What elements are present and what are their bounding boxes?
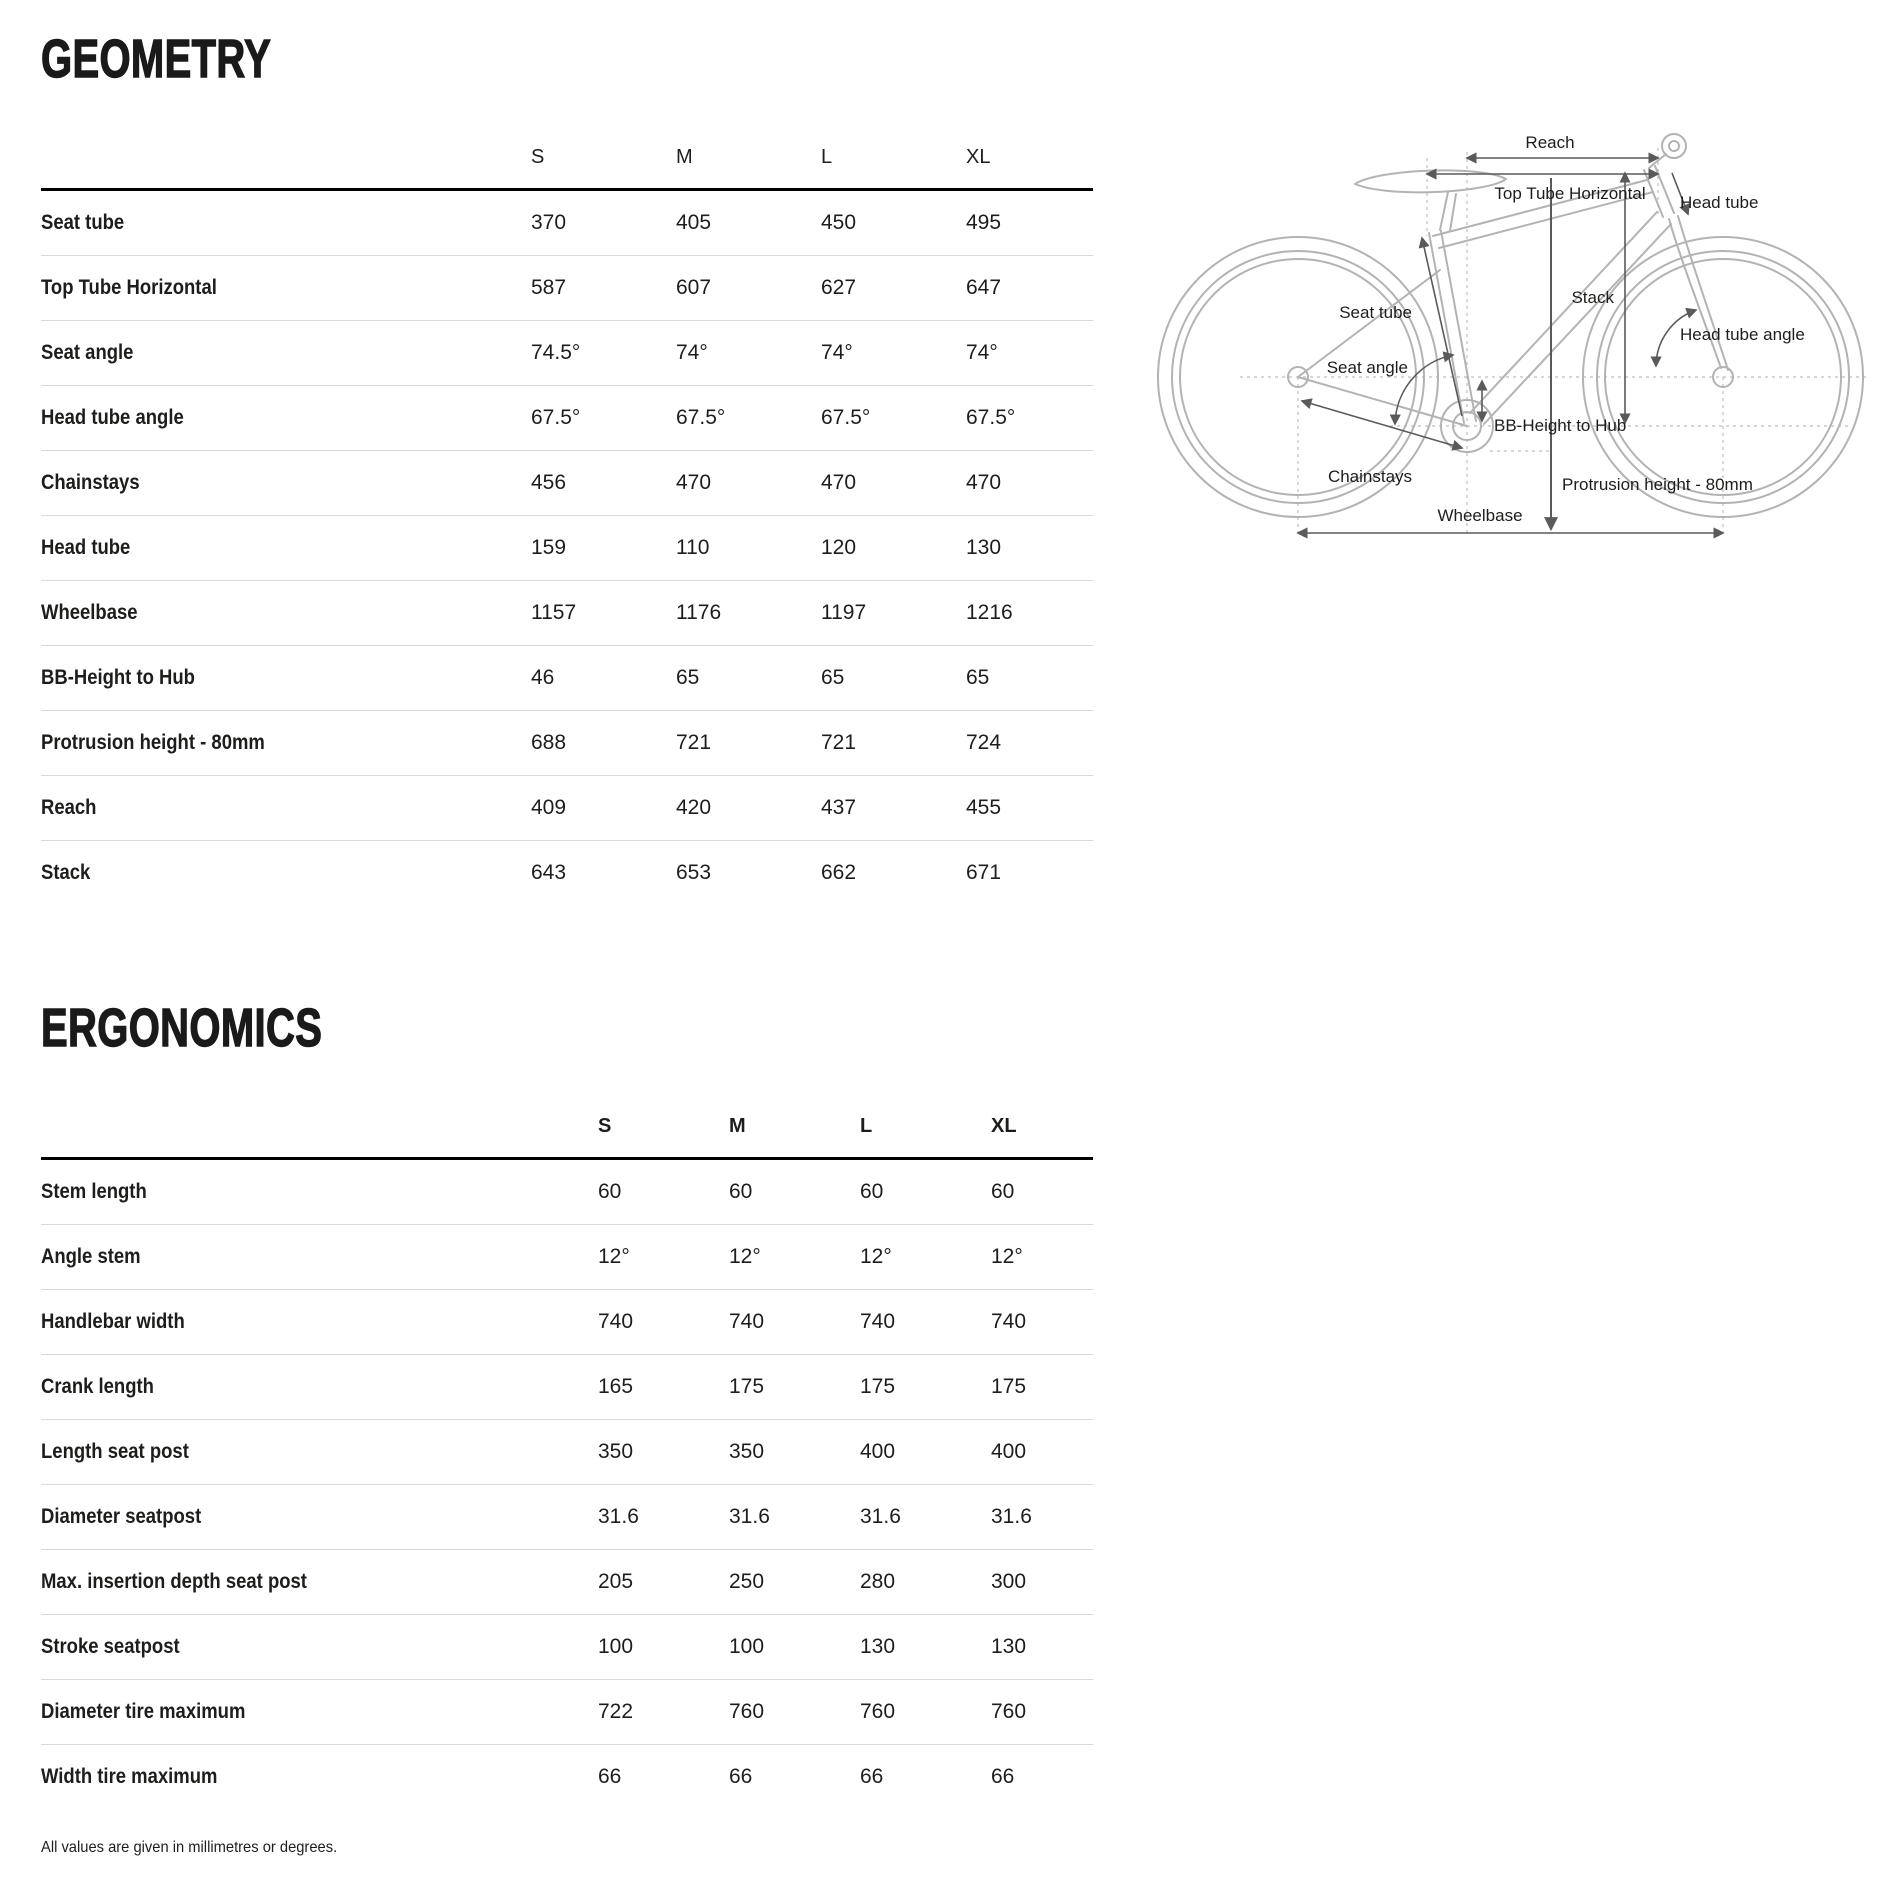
spec-value-l: 60 [860,1159,991,1225]
table-row [41,1615,1093,1680]
spec-value-xl: 60 [991,1159,1093,1225]
spec-row-label-cell [41,1745,598,1810]
spec-value-l: 31.6 [860,1485,991,1550]
diagram-label-wheelbase: Wheelbase [1437,506,1523,525]
spec-value-l: 450 [821,190,966,256]
spec-value-xl: 671 [966,861,1002,884]
spec-value-m: 420 [676,776,821,841]
empty-header-cell [41,120,531,190]
spec-value-l: 67.5° [821,386,966,451]
spec-value-xl: 65 [966,646,1093,711]
spec-value-m: 67.5° [676,386,821,451]
spec-value-s: 66 [598,1765,622,1788]
spec-row-label: Max. insertion depth seat post [41,1570,307,1593]
ergonomics-title-text: ERGONOMICS [41,998,323,1058]
empty-header-cell [41,1089,598,1159]
units-footnote [41,1839,1093,1857]
spec-row-label-cell [41,1615,598,1680]
table-row [41,451,1093,516]
table-row [41,711,1093,776]
spec-value-l: 12° [860,1225,991,1290]
table-row [41,190,1093,256]
spec-row-label: Reach [41,796,97,819]
spec-value-s: 1157 [531,581,676,646]
spec-row-label: Diameter seatpost [41,1505,202,1528]
spec-row-label-cell [41,581,531,646]
table-row [41,386,1093,451]
spec-value-l: 437 [821,776,966,841]
spec-value-m: 110 [676,516,821,581]
fork [1669,219,1721,368]
spec-value-xl: 66 [991,1765,1015,1788]
spec-value-l: 120 [821,516,966,581]
spec-row-label: Stem length [41,1180,147,1203]
spec-value-xl: 130 [991,1615,1093,1680]
table-row [41,1290,1093,1355]
size-column-header-l: L [821,120,966,190]
spec-row-label-cell [41,1290,598,1355]
spec-row-label-cell [41,1225,598,1290]
spec-row-label: Chainstays [41,471,140,494]
size-column-header-s: S [531,120,676,190]
spec-value-l: 65 [821,646,966,711]
spec-row-label: Diameter tire maximum [41,1700,246,1723]
diagram-label-chainstays: Chainstays [1327,467,1413,486]
spec-row-label-cell [41,1680,598,1745]
spec-value-m: 65 [676,646,821,711]
spec-value-s: 587 [531,256,676,321]
spec-value-l: 175 [860,1355,991,1420]
diagram-label-head-tube-angle: Head tube angle [1680,325,1805,344]
spec-value-m: 12° [729,1225,860,1290]
size-column-header-xl: XL [966,120,1093,190]
spec-row-label-cell [41,841,531,906]
table-row [41,516,1093,581]
spec-value-l: 760 [860,1680,991,1745]
units-footnote-text: All values are given in millimetres or degrees. [41,1839,338,1856]
spec-value-xl: 455 [966,776,1093,841]
table-row [41,646,1093,711]
spec-value-xl: 31.6 [991,1485,1093,1550]
geometry-title-text: GEOMETRY [41,29,272,89]
spec-value-l: 66 [860,1765,884,1788]
spec-value-l: 740 [860,1290,991,1355]
spec-value-xl: 300 [991,1550,1093,1615]
spec-value-s: 722 [598,1680,729,1745]
spec-value-l: 1197 [821,581,966,646]
table-row [41,1550,1093,1615]
size-column-header-m: M [729,1089,860,1159]
table-row [41,1745,1093,1810]
spec-row-label: Seat angle [41,341,134,364]
chainstays-dimension [1302,401,1462,448]
spec-row-label-cell [41,256,531,321]
spec-value-s: 409 [531,776,676,841]
table-row [41,1159,1093,1225]
spec-value-s: 31.6 [598,1485,729,1550]
spec-value-l: 280 [860,1550,991,1615]
spec-value-m: 653 [676,861,712,884]
spec-value-s: 100 [598,1615,729,1680]
diagram-label-seat-angle: Seat angle [1326,358,1408,377]
spec-value-s: 456 [531,451,676,516]
ergonomics-table [41,1089,1093,1809]
diagram-label-bb-height-to-hub: BB-Height to Hub [1494,416,1627,435]
spec-value-s: 46 [531,646,676,711]
spec-value-l: 721 [821,711,966,776]
spec-value-xl: 12° [991,1225,1093,1290]
spec-value-s: 67.5° [531,386,676,451]
spec-row-label-cell [41,646,531,711]
geometry-section-title [41,29,1093,89]
spec-row-label: Top Tube Horizontal [41,276,217,299]
spec-value-m: 470 [676,451,821,516]
spec-tables-column [41,0,1093,1857]
spec-value-m: 607 [676,256,821,321]
spec-value-s: 740 [598,1290,729,1355]
spec-value-s: 12° [598,1225,729,1290]
spec-row-label: Head tube angle [41,406,184,429]
spec-value-m: 350 [729,1420,860,1485]
spec-row-label-cell [41,386,531,451]
spec-value-xl: 400 [991,1420,1093,1485]
size-column-header-xl: XL [991,1089,1093,1159]
spec-row-label: Stroke seatpost [41,1635,180,1658]
ergonomics-section-title [41,998,1093,1058]
table-row [41,841,1093,906]
spec-value-s: 370 [531,190,676,256]
spec-value-l: 400 [860,1420,991,1485]
handlebar [1662,134,1686,158]
spec-row-label: BB-Height to Hub [41,666,195,689]
spec-value-xl: 760 [991,1680,1093,1745]
spec-value-xl: 67.5° [966,386,1093,451]
spec-value-l: 130 [860,1615,991,1680]
spec-row-label-cell [41,516,531,581]
spec-row-label: Protrusion height - 80mm [41,731,265,754]
spec-row-label: Stack [41,861,91,884]
spec-value-m: 740 [729,1290,860,1355]
table-row [41,776,1093,841]
spec-value-l: 470 [821,451,966,516]
spec-value-m: 175 [729,1355,860,1420]
spec-value-s: 74.5° [531,321,676,386]
size-column-header-l: L [860,1089,991,1159]
spec-value-m: 31.6 [729,1485,860,1550]
spec-value-s: 60 [598,1159,729,1225]
diagram-label-protrusion-height: Protrusion height - 80mm [1562,475,1753,494]
diagram-label-seat-tube: Seat tube [1339,303,1412,322]
spec-row-label: Length seat post [41,1440,189,1463]
spec-row-label: Width tire maximum [41,1765,218,1788]
spec-value-m: 721 [676,711,821,776]
table-row [41,321,1093,386]
spec-row-label: Seat tube [41,211,125,234]
size-column-header-m: M [676,120,821,190]
spec-value-m: 405 [676,190,821,256]
diagram-label-stack: Stack [1571,288,1614,307]
spec-row-label: Crank length [41,1375,154,1398]
ergonomics-header-row [41,1089,1093,1159]
spec-value-m: 74° [676,321,821,386]
spec-value-xl: 130 [966,516,1093,581]
spec-value-xl: 470 [966,451,1093,516]
spec-value-s: 688 [531,711,676,776]
spec-value-xl: 74° [966,321,1093,386]
spec-value-xl: 647 [966,256,1093,321]
spec-value-xl: 740 [991,1290,1093,1355]
spec-value-xl: 175 [991,1355,1093,1420]
diagram-label-reach: Reach [1525,133,1575,152]
spec-value-m: 60 [729,1159,860,1225]
table-row [41,1420,1093,1485]
spec-row-label-cell [41,776,531,841]
spec-value-s: 643 [531,861,567,884]
spec-row-label-cell [41,190,531,256]
spec-value-l: 627 [821,256,966,321]
spec-row-label-cell [41,1550,598,1615]
spec-value-l: 662 [821,861,857,884]
spec-value-s: 205 [598,1550,729,1615]
spec-row-label-cell [41,711,531,776]
diagram-label-head-tube: Head tube [1680,193,1759,212]
spec-row-label-cell [41,1420,598,1485]
spec-value-m: 1176 [676,581,821,646]
spec-row-label: Angle stem [41,1245,141,1268]
geometry-header-row [41,120,1093,190]
spec-row-label-cell [41,1355,598,1420]
spec-row-label: Head tube [41,536,131,559]
table-row [41,581,1093,646]
spec-value-m: 66 [729,1765,753,1788]
spec-row-label-cell [41,1159,598,1225]
spec-value-s: 159 [531,516,676,581]
geometry-table [41,120,1093,905]
spec-value-l: 74° [821,321,966,386]
table-row [41,1680,1093,1745]
table-row [41,1355,1093,1420]
table-row [41,1485,1093,1550]
spec-value-s: 350 [598,1420,729,1485]
table-row [41,256,1093,321]
spec-value-xl: 724 [966,711,1093,776]
spec-row-label-cell [41,1485,598,1550]
spec-value-xl: 1216 [966,581,1093,646]
bike-geometry-diagram [1150,118,1894,578]
spec-value-s: 165 [598,1355,729,1420]
spec-value-m: 100 [729,1615,860,1680]
spec-row-label-cell [41,451,531,516]
spec-value-xl: 495 [966,190,1093,256]
spec-value-m: 760 [729,1680,860,1745]
spec-value-m: 250 [729,1550,860,1615]
bike-diagram-svg [1150,118,1894,578]
size-column-header-s: S [598,1089,729,1159]
spec-row-label: Handlebar width [41,1310,185,1333]
spec-row-label-cell [41,321,531,386]
spec-row-label: Wheelbase [41,601,138,624]
table-row [41,1225,1093,1290]
diagram-label-top-tube-horizontal: Top Tube Horizontal [1494,184,1646,203]
